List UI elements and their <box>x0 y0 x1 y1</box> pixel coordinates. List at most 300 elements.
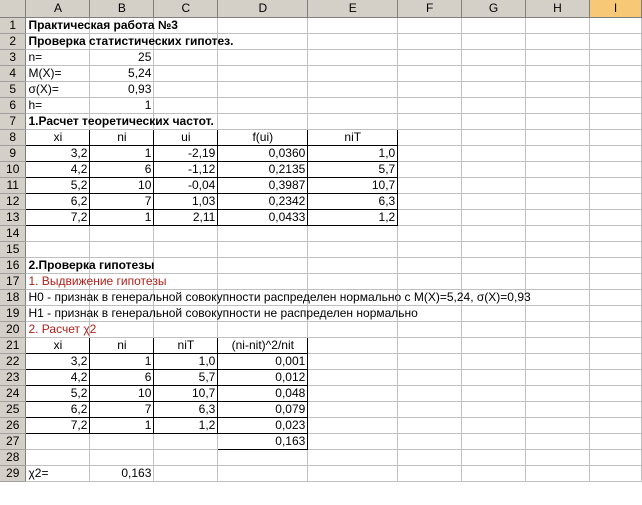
cell-f27[interactable] <box>398 433 462 449</box>
cell-d29[interactable] <box>218 465 308 481</box>
cell-e28[interactable] <box>308 449 398 465</box>
cell-d5[interactable] <box>218 81 308 97</box>
cell-a10[interactable]: 4,2 <box>26 161 90 177</box>
sheet-row <box>0 113 642 129</box>
row-header[interactable]: 18 <box>0 289 26 305</box>
cell-d22[interactable]: 0,001 <box>218 353 308 369</box>
cell-a16[interactable] <box>26 257 155 273</box>
cell-a7[interactable] <box>26 113 214 129</box>
cell-b26[interactable]: 1 <box>90 417 154 433</box>
cell-e15[interactable] <box>308 241 398 257</box>
cell-d20[interactable] <box>218 321 308 337</box>
cell-d15[interactable] <box>218 241 308 257</box>
row-header[interactable]: 19 <box>0 305 26 321</box>
row-header[interactable]: 27 <box>0 433 26 449</box>
cell-e8[interactable]: niT <box>308 129 398 145</box>
cell-h16[interactable] <box>526 257 590 273</box>
cell-h23[interactable] <box>526 369 590 385</box>
cell-i15[interactable] <box>589 241 641 257</box>
cell-e7[interactable] <box>308 113 398 129</box>
cell-f29[interactable] <box>398 465 462 481</box>
cell-h6[interactable] <box>526 97 590 113</box>
cell-a25[interactable]: 6,2 <box>26 401 90 417</box>
sheet-row <box>0 33 642 49</box>
column-header-e[interactable]: E <box>308 0 398 17</box>
cell-i24[interactable] <box>589 385 641 401</box>
cell-i29[interactable] <box>589 465 641 481</box>
cell-g22[interactable] <box>462 353 526 369</box>
cell-c9[interactable]: -2,19 <box>154 145 218 161</box>
cell-c8[interactable]: ui <box>154 129 218 145</box>
cell-a14[interactable] <box>26 225 90 241</box>
row-header[interactable]: 1 <box>0 17 26 33</box>
cell-i7[interactable] <box>589 113 641 129</box>
cell-f8[interactable] <box>398 129 462 145</box>
cell-e25[interactable] <box>308 401 398 417</box>
cell-h14[interactable] <box>526 225 590 241</box>
cell-h15[interactable] <box>526 241 590 257</box>
cell-b10[interactable]: 6 <box>90 161 154 177</box>
cell-a27[interactable] <box>26 433 90 449</box>
cell-g10[interactable] <box>462 161 526 177</box>
cell-c3[interactable] <box>154 49 218 65</box>
cell-b11[interactable]: 10 <box>90 177 154 193</box>
cell-i19[interactable] <box>589 305 641 321</box>
cell-g17[interactable] <box>462 273 526 289</box>
cell-h28[interactable] <box>526 449 590 465</box>
row-header[interactable]: 12 <box>0 193 26 209</box>
cell-b14[interactable] <box>90 225 154 241</box>
cell-e4[interactable] <box>308 65 398 81</box>
column-header-c[interactable]: C <box>154 0 218 17</box>
cell-a12[interactable]: 6,2 <box>26 193 90 209</box>
cell-g20[interactable] <box>462 321 526 337</box>
cell-c28[interactable] <box>154 449 218 465</box>
cell-f25[interactable] <box>398 401 462 417</box>
cell-b8[interactable]: ni <box>90 129 154 145</box>
cell-a29[interactable]: χ2= <box>26 465 90 481</box>
cell-b21[interactable]: ni <box>90 337 154 353</box>
column-header-f[interactable]: F <box>398 0 462 17</box>
cell-g26[interactable] <box>462 417 526 433</box>
cell-f11[interactable] <box>398 177 462 193</box>
cell-e20[interactable] <box>308 321 398 337</box>
cell-h11[interactable] <box>526 177 590 193</box>
cell-d25[interactable]: 0,079 <box>218 401 308 417</box>
row-header[interactable]: 21 <box>0 337 26 353</box>
sheet-row <box>0 465 642 481</box>
row-header[interactable]: 16 <box>0 257 26 273</box>
cell-h3[interactable] <box>526 49 590 65</box>
cell-i4[interactable] <box>589 65 641 81</box>
cell-f17[interactable] <box>398 273 462 289</box>
cell-e13[interactable]: 1,2 <box>308 209 398 225</box>
cell-e29[interactable] <box>308 465 398 481</box>
column-header-a[interactable]: A <box>26 0 90 17</box>
cell-e17[interactable] <box>308 273 398 289</box>
cell-d14[interactable] <box>218 225 308 241</box>
cell-i11[interactable] <box>589 177 641 193</box>
cell-i22[interactable] <box>589 353 641 369</box>
cell-d16[interactable] <box>218 257 308 273</box>
cell-h5[interactable] <box>526 81 590 97</box>
cell-c24[interactable]: 10,7 <box>154 385 218 401</box>
cell-d3[interactable] <box>218 49 308 65</box>
cell-b20[interactable] <box>90 321 154 337</box>
cell-g21[interactable] <box>462 337 526 353</box>
cell-a6[interactable]: h= <box>26 97 90 113</box>
cell-d24[interactable]: 0,048 <box>218 385 308 401</box>
cell-text: 1.Расчет теоретических частот. <box>28 113 214 128</box>
cell-g8[interactable] <box>462 129 526 145</box>
cell-b4[interactable]: 5,24 <box>90 65 154 81</box>
sheet-row <box>0 289 642 305</box>
cell-i16[interactable] <box>589 257 641 273</box>
cell-c23[interactable]: 5,7 <box>154 369 218 385</box>
cell-g15[interactable] <box>462 241 526 257</box>
cell-c15[interactable] <box>154 241 218 257</box>
cell-b25[interactable]: 7 <box>90 401 154 417</box>
cell-c4[interactable] <box>154 65 218 81</box>
cell-text: H1 - признак в генеральной совокупности не распределен нормально <box>28 305 418 320</box>
cell-d9[interactable]: 0,0360 <box>218 145 308 161</box>
row-header[interactable]: 15 <box>0 241 26 257</box>
cell-h4[interactable] <box>526 65 590 81</box>
cell-f4[interactable] <box>398 65 462 81</box>
cell-c29[interactable] <box>154 465 218 481</box>
cell-g16[interactable] <box>462 257 526 273</box>
cell-i13[interactable] <box>589 209 641 225</box>
cell-h17[interactable] <box>526 273 590 289</box>
cell-g6[interactable] <box>462 97 526 113</box>
cell-i3[interactable] <box>589 49 641 65</box>
cell-a20[interactable] <box>26 321 97 337</box>
cell-a23[interactable]: 4,2 <box>26 369 90 385</box>
cell-i27[interactable] <box>589 433 641 449</box>
cell-f7[interactable] <box>398 113 462 129</box>
cell-a13[interactable]: 7,2 <box>26 209 90 225</box>
cell-a22[interactable]: 3,2 <box>26 353 90 369</box>
cell-f14[interactable] <box>398 225 462 241</box>
sheet-row <box>0 305 642 321</box>
row-header[interactable]: 25 <box>0 401 26 417</box>
cell-g14[interactable] <box>462 225 526 241</box>
cell-e12[interactable]: 6,3 <box>308 193 398 209</box>
cell-i14[interactable] <box>589 225 641 241</box>
cell-a4[interactable]: M(X)= <box>26 65 90 81</box>
cell-a21[interactable]: xi <box>26 337 90 353</box>
cell-g5[interactable] <box>462 81 526 97</box>
cell-b9[interactable]: 1 <box>90 145 154 161</box>
sheet-row <box>0 321 642 337</box>
cell-a5[interactable]: σ(X)= <box>26 81 90 97</box>
cell-f6[interactable] <box>398 97 462 113</box>
cell-e23[interactable] <box>308 369 398 385</box>
row-header[interactable]: 24 <box>0 385 26 401</box>
cell-b22[interactable]: 1 <box>90 353 154 369</box>
cell-c20[interactable] <box>154 321 218 337</box>
cell-d10[interactable]: 0,2135 <box>218 161 308 177</box>
cell-i5[interactable] <box>589 81 641 97</box>
cell-a11[interactable]: 5,2 <box>26 177 90 193</box>
cell-g9[interactable] <box>462 145 526 161</box>
cell-b5[interactable]: 0,93 <box>90 81 154 97</box>
cell-i21[interactable] <box>589 337 641 353</box>
row-header[interactable]: 9 <box>0 145 26 161</box>
cell-e1[interactable] <box>308 17 398 33</box>
cell-d4[interactable] <box>218 65 308 81</box>
cell-e27[interactable] <box>308 433 398 449</box>
cell-b28[interactable] <box>90 449 154 465</box>
row-header[interactable]: 14 <box>0 225 26 241</box>
cell-i6[interactable] <box>589 97 641 113</box>
cell-h10[interactable] <box>526 161 590 177</box>
column-header-i[interactable]: I <box>589 0 641 17</box>
cell-e16[interactable] <box>308 257 398 273</box>
cell-d13[interactable]: 0,0433 <box>218 209 308 225</box>
cell-a26[interactable]: 7,2 <box>26 417 90 433</box>
cell-h22[interactable] <box>526 353 590 369</box>
cell-f20[interactable] <box>398 321 462 337</box>
cell-a24[interactable]: 5,2 <box>26 385 90 401</box>
cell-f15[interactable] <box>398 241 462 257</box>
cell-e21[interactable] <box>308 337 398 353</box>
cell-d8[interactable]: f(ui) <box>218 129 308 145</box>
cell-g12[interactable] <box>462 193 526 209</box>
row-header[interactable]: 2 <box>0 33 26 49</box>
cell-h19[interactable] <box>526 305 590 321</box>
row-header[interactable]: 11 <box>0 177 26 193</box>
cell-g2[interactable] <box>462 33 526 49</box>
cell-h13[interactable] <box>526 209 590 225</box>
cell-i18[interactable] <box>589 289 641 305</box>
cell-g13[interactable] <box>462 209 526 225</box>
cell-d1[interactable] <box>218 17 308 33</box>
row-header[interactable]: 17 <box>0 273 26 289</box>
cell-f10[interactable] <box>398 161 462 177</box>
row-header[interactable]: 26 <box>0 417 26 433</box>
cell-h18[interactable] <box>526 289 590 305</box>
cell-g3[interactable] <box>462 49 526 65</box>
row-header[interactable]: 4 <box>0 65 26 81</box>
cell-c12[interactable]: 1,03 <box>154 193 218 209</box>
sheet-row <box>0 177 642 193</box>
cell-e24[interactable] <box>308 385 398 401</box>
cell-f12[interactable] <box>398 193 462 209</box>
cell-h24[interactable] <box>526 385 590 401</box>
cell-i10[interactable] <box>589 161 641 177</box>
row-header[interactable]: 3 <box>0 49 26 65</box>
cell-f22[interactable] <box>398 353 462 369</box>
cell-b12[interactable]: 7 <box>90 193 154 209</box>
cell-text: 1. Выдвижение гипотезы <box>28 273 167 288</box>
cell-c11[interactable]: -0,04 <box>154 177 218 193</box>
cell-h21[interactable] <box>526 337 590 353</box>
cell-e3[interactable] <box>308 49 398 65</box>
cell-f23[interactable] <box>398 369 462 385</box>
column-header-b[interactable]: B <box>90 0 154 17</box>
cell-b29[interactable]: 0,163 <box>90 465 154 481</box>
cell-c5[interactable] <box>154 81 218 97</box>
cell-a15[interactable] <box>26 241 90 257</box>
row-header[interactable]: 8 <box>0 129 26 145</box>
row-header[interactable]: 13 <box>0 209 26 225</box>
row-header[interactable]: 20 <box>0 321 26 337</box>
cell-g4[interactable] <box>462 65 526 81</box>
cell-h20[interactable] <box>526 321 590 337</box>
cell-b24[interactable]: 10 <box>90 385 154 401</box>
cell-f21[interactable] <box>398 337 462 353</box>
cell-e6[interactable] <box>308 97 398 113</box>
row-header[interactable]: 28 <box>0 449 26 465</box>
cell-a9[interactable]: 3,2 <box>26 145 90 161</box>
cell-c10[interactable]: -1,12 <box>154 161 218 177</box>
cell-i8[interactable] <box>589 129 641 145</box>
cell-i12[interactable] <box>589 193 641 209</box>
cell-d23[interactable]: 0,012 <box>218 369 308 385</box>
cell-b23[interactable]: 6 <box>90 369 154 385</box>
cell-e22[interactable] <box>308 353 398 369</box>
cell-a8[interactable]: xi <box>26 129 90 145</box>
cell-g23[interactable] <box>462 369 526 385</box>
cell-e9[interactable]: 1,0 <box>308 145 398 161</box>
cell-c16[interactable] <box>154 257 218 273</box>
cell-i25[interactable] <box>589 401 641 417</box>
column-header-g[interactable]: G <box>462 0 526 17</box>
cell-h2[interactable] <box>526 33 590 49</box>
cell-c25[interactable]: 6,3 <box>154 401 218 417</box>
cell-d6[interactable] <box>218 97 308 113</box>
cell-h26[interactable] <box>526 417 590 433</box>
cell-d11[interactable]: 0,3987 <box>218 177 308 193</box>
cell-d27[interactable]: 0,163 <box>218 433 308 449</box>
cell-a28[interactable] <box>26 449 90 465</box>
cell-h25[interactable] <box>526 401 590 417</box>
row-header[interactable]: 5 <box>0 81 26 97</box>
cell-i20[interactable] <box>589 321 641 337</box>
cell-g19[interactable] <box>462 305 526 321</box>
row-header[interactable]: 22 <box>0 353 26 369</box>
cell-f2[interactable] <box>398 33 462 49</box>
cell-f13[interactable] <box>398 209 462 225</box>
cell-h12[interactable] <box>526 193 590 209</box>
cell-i2[interactable] <box>589 33 641 49</box>
row-header[interactable]: 6 <box>0 97 26 113</box>
cell-h27[interactable] <box>526 433 590 449</box>
cell-h8[interactable] <box>526 129 590 145</box>
sheet-row <box>0 193 642 209</box>
cell-g27[interactable] <box>462 433 526 449</box>
select-all-corner[interactable] <box>0 0 26 17</box>
sheet-row <box>0 225 642 241</box>
cell-g1[interactable] <box>462 17 526 33</box>
cell-b6[interactable]: 1 <box>90 97 154 113</box>
cell-h29[interactable] <box>526 465 590 481</box>
cell-f16[interactable] <box>398 257 462 273</box>
cell-e10[interactable]: 5,7 <box>308 161 398 177</box>
column-header-h[interactable]: H <box>526 0 590 17</box>
cell-a3[interactable]: n= <box>26 49 90 65</box>
cell-c14[interactable] <box>154 225 218 241</box>
cell-f24[interactable] <box>398 385 462 401</box>
cell-b15[interactable] <box>90 241 154 257</box>
cell-d17[interactable] <box>218 273 308 289</box>
cell-a19[interactable] <box>26 305 418 321</box>
cell-g7[interactable] <box>462 113 526 129</box>
cell-c26[interactable]: 1,2 <box>154 417 218 433</box>
sheet-row <box>0 401 642 417</box>
cell-g25[interactable] <box>462 401 526 417</box>
cell-d26[interactable]: 0,023 <box>218 417 308 433</box>
sheet-row <box>0 257 642 273</box>
row-header[interactable]: 23 <box>0 369 26 385</box>
sheet-row <box>0 273 642 289</box>
cell-a18[interactable] <box>26 289 531 305</box>
sheet-row <box>0 129 642 145</box>
cell-g29[interactable] <box>462 465 526 481</box>
cell-g11[interactable] <box>462 177 526 193</box>
cell-a2[interactable] <box>26 33 234 49</box>
row-header[interactable]: 29 <box>0 465 26 481</box>
cell-h9[interactable] <box>526 145 590 161</box>
cell-e11[interactable]: 10,7 <box>308 177 398 193</box>
cell-h1[interactable] <box>526 17 590 33</box>
sheet-row <box>0 369 642 385</box>
sheet-row <box>0 81 642 97</box>
cell-d7[interactable] <box>218 113 308 129</box>
cell-f5[interactable] <box>398 81 462 97</box>
cell-h7[interactable] <box>526 113 590 129</box>
cell-i23[interactable] <box>589 369 641 385</box>
cell-i28[interactable] <box>589 449 641 465</box>
sheet-row <box>0 65 642 81</box>
cell-e2[interactable] <box>308 33 398 49</box>
cell-b13[interactable]: 1 <box>90 209 154 225</box>
cell-a1[interactable] <box>26 17 178 33</box>
cell-d28[interactable] <box>218 449 308 465</box>
cell-g24[interactable] <box>462 385 526 401</box>
cell-b3[interactable]: 25 <box>90 49 154 65</box>
cell-e5[interactable] <box>308 81 398 97</box>
cell-g28[interactable] <box>462 449 526 465</box>
cell-i9[interactable] <box>589 145 641 161</box>
cell-d21[interactable]: (ni-nit)^2/nit <box>218 337 308 353</box>
cell-e14[interactable] <box>308 225 398 241</box>
cell-i1[interactable] <box>589 17 641 33</box>
cell-text: H0 - признак в генеральной совокупности распределен нормально с M(X)=5,24, σ(X)=0,93 <box>28 289 531 304</box>
row-header[interactable]: 10 <box>0 161 26 177</box>
cell-i17[interactable] <box>589 273 641 289</box>
cell-f26[interactable] <box>398 417 462 433</box>
cell-f9[interactable] <box>398 145 462 161</box>
cell-c13[interactable]: 2,11 <box>154 209 218 225</box>
cell-e26[interactable] <box>308 417 398 433</box>
row-header[interactable]: 7 <box>0 113 26 129</box>
cell-d12[interactable]: 0,2342 <box>218 193 308 209</box>
cell-c22[interactable]: 1,0 <box>154 353 218 369</box>
cell-c6[interactable] <box>154 97 218 113</box>
column-header-d[interactable]: D <box>218 0 308 17</box>
sheet-row <box>0 385 642 401</box>
cell-i26[interactable] <box>589 417 641 433</box>
cell-f1[interactable] <box>398 17 462 33</box>
cell-c21[interactable]: niT <box>154 337 218 353</box>
cell-b27[interactable] <box>90 433 154 449</box>
cell-c27[interactable] <box>154 433 218 449</box>
cell-f28[interactable] <box>398 449 462 465</box>
cell-f3[interactable] <box>398 49 462 65</box>
cell-a17[interactable] <box>26 273 167 289</box>
